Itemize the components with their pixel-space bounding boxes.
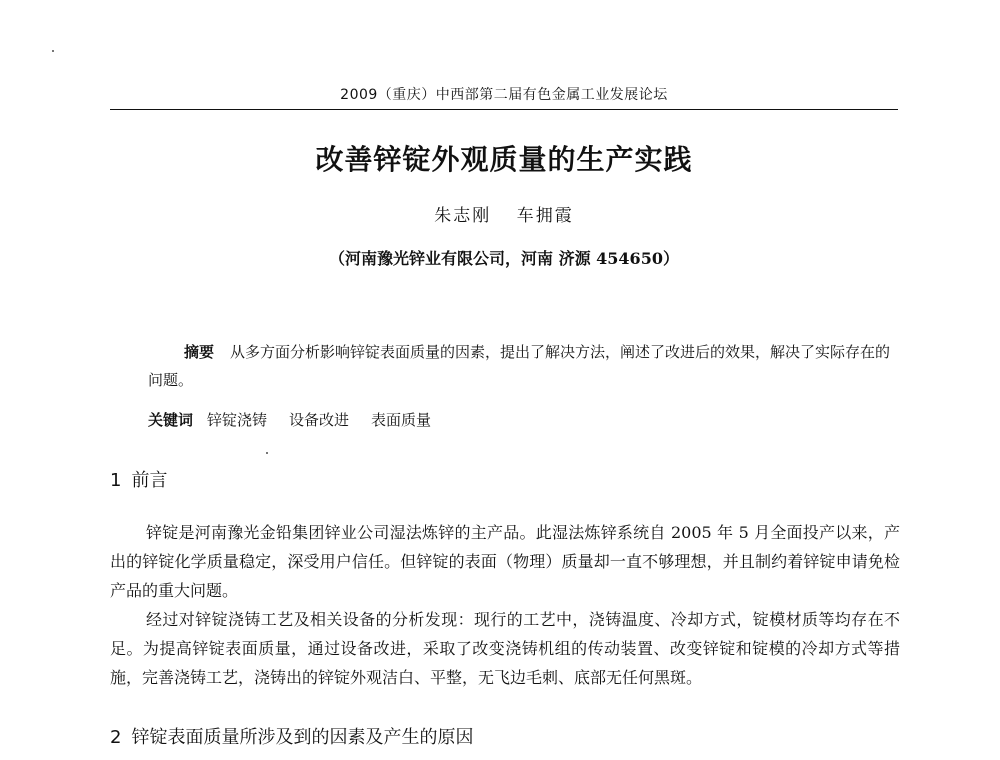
section-title: 前言 (131, 470, 168, 491)
keyword: 设备改进 (289, 411, 350, 429)
paper-title: 改善锌锭外观质量的生产实践 (315, 143, 693, 176)
conference-header: 2009（重庆）中西部第二届有色金属工业发展论坛 (340, 87, 668, 103)
abstract (148, 338, 900, 394)
body-paragraph-1 (110, 518, 900, 605)
scan-speck (52, 50, 54, 52)
affiliation: （河南豫光锌业有限公司，河南 济源 454650） (329, 249, 679, 268)
keywords (148, 406, 900, 434)
section-number: 1 (110, 470, 122, 491)
section-heading-1 (110, 466, 167, 492)
section-title: 锌锭表面质量所涉及到的因素及产生的原因 (131, 727, 474, 748)
keyword: 锌锭浇铸 (207, 411, 268, 429)
keyword: 表面质量 (371, 411, 432, 429)
paragraph-text: 经过对锌锭浇铸工艺及相关设备的分析发现：现行的工艺中，浇铸温度、冷却方式，锭模材质等均存在不足。为提高锌锭表面质量，通过设备改进，采取了改变浇铸机组的传动装置、改变锌锭和锭模的冷却方式等措施，完善浇铸工艺，浇铸出的锌锭外观洁白、平整，无飞边毛刺、底部无任何黑斑。 (110, 610, 900, 687)
abstract-text: 从多方面分析影响锌锭表面质量的因素，提出了解决方法，阐述了改进后的效果，解决了实际存在的问题。 (148, 343, 891, 389)
body-paragraph-2 (110, 605, 900, 692)
keywords-label: 关键词 (148, 411, 194, 429)
section-heading-2 (110, 723, 473, 749)
paragraph-text: 锌锭是河南豫光金铅集团锌业公司湿法炼锌的主产品。此湿法炼锌系统自 2005 年 5 月全面投产以来，产出的锌锭化学质量稳定，深受用户信任。但锌锭的表面（物理）质量却一直不够理想，并且制约着锌锭申请免检产品的重大问题。 (110, 523, 900, 600)
header-rule (110, 109, 898, 110)
abstract-label: 摘要 (184, 343, 215, 361)
authors: 朱志刚 车拥霞 (434, 206, 574, 226)
scan-speck (266, 452, 268, 454)
section-number: 2 (110, 727, 122, 748)
